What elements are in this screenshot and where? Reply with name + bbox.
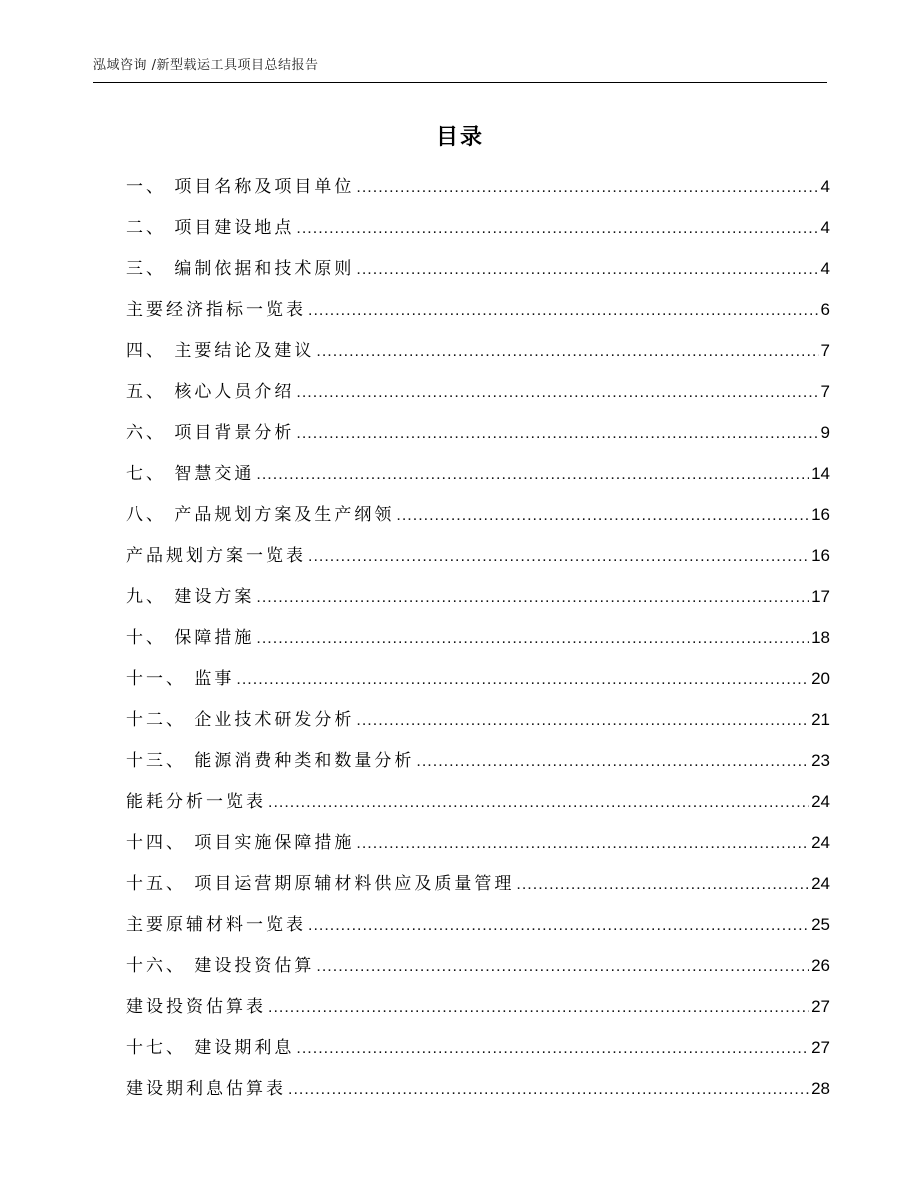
toc-entry-label: 九、 建设方案 [126,587,255,607]
toc-entry-label: 建设期利息估算表 [126,1079,286,1099]
toc-dot-leader [316,339,818,365]
toc-entry[interactable] [126,625,830,666]
toc-dot-leader [268,995,809,1021]
toc-dot-leader [356,257,818,283]
toc-entry-page-number: 17 [811,587,830,606]
toc-entry-page-number: 25 [811,915,830,934]
toc-dot-leader [296,380,818,406]
toc-entry-page-number: 9 [820,423,830,442]
toc-entry-page-number: 16 [811,505,830,524]
toc-dot-leader [356,831,809,857]
toc-entry[interactable] [126,584,830,625]
toc-entry[interactable] [126,748,830,789]
toc-entry[interactable] [126,953,830,994]
toc-entry[interactable] [126,543,830,584]
toc-entry-page-number: 18 [811,628,830,647]
toc-entry-label: 三、 编制依据和技术原则 [126,259,355,279]
toc-entry-label: 十一、 监事 [126,669,235,689]
toc-dot-leader [308,544,809,570]
toc-entry-label: 一、 项目名称及项目单位 [126,177,355,197]
toc-entry-label: 十四、 项目实施保障措施 [126,833,355,853]
toc-entry-label: 十七、 建设期利息 [126,1038,295,1058]
toc-dot-leader [516,872,809,898]
toc-entry-label: 十三、 能源消费种类和数量分析 [126,751,415,771]
toc-entry-label: 二、 项目建设地点 [126,218,295,238]
toc-dot-leader [316,954,809,980]
toc-dot-leader [296,216,818,242]
toc-entry-label: 主要经济指标一览表 [126,300,306,320]
toc-entry[interactable] [126,379,830,420]
toc-entry-page-number: 26 [811,956,830,975]
toc-entry-page-number: 27 [811,1038,830,1057]
toc-entry[interactable] [126,215,830,256]
toc-dot-leader [308,913,809,939]
toc-entry-page-number: 4 [820,177,830,196]
toc-entry-page-number: 28 [811,1079,830,1098]
toc-entry-label: 能耗分析一览表 [126,792,266,812]
toc-dot-leader [416,749,809,775]
toc-entry-label: 七、 智慧交通 [126,464,255,484]
toc-entry[interactable] [126,666,830,707]
toc-entry-label: 五、 核心人员介绍 [126,382,295,402]
toc-entry[interactable] [126,871,830,912]
toc-entry-page-number: 4 [820,259,830,278]
toc-entry[interactable] [126,830,830,871]
toc-dot-leader [256,585,809,611]
toc-dot-leader [236,667,809,693]
toc-entry-label: 六、 项目背景分析 [126,423,295,443]
toc-entry[interactable] [126,1076,830,1117]
toc-entry-label: 十五、 项目运营期原辅材料供应及质量管理 [126,874,515,894]
toc-entry-page-number: 24 [811,792,830,811]
toc-dot-leader [356,175,818,201]
toc-dot-leader [296,421,818,447]
toc-entry-page-number: 27 [811,997,830,1016]
toc-entry-page-number: 20 [811,669,830,688]
running-header: 泓域咨询 /新型载运工具项目总结报告 [93,58,319,73]
toc-entry[interactable] [126,461,830,502]
page-title: 目录 [435,125,484,150]
toc-entry[interactable] [126,789,830,830]
toc-dot-leader [296,1036,809,1062]
toc-dot-leader [268,790,809,816]
toc-entry-page-number: 16 [811,546,830,565]
table-of-contents [126,174,830,1117]
toc-dot-leader [356,708,809,734]
toc-entry[interactable] [126,707,830,748]
toc-entry[interactable] [126,502,830,543]
toc-entry[interactable] [126,256,830,297]
toc-entry-page-number: 6 [820,300,830,319]
toc-entry-label: 十六、 建设投资估算 [126,956,315,976]
toc-entry-label: 建设投资估算表 [126,997,266,1017]
toc-entry-label: 十二、 企业技术研发分析 [126,710,355,730]
toc-entry-page-number: 4 [820,218,830,237]
toc-dot-leader [308,298,819,324]
toc-entry-label: 四、 主要结论及建议 [126,341,315,361]
toc-entry[interactable] [126,174,830,215]
toc-entry-label: 十、 保障措施 [126,628,255,648]
toc-entry-page-number: 7 [820,341,830,360]
toc-entry-page-number: 24 [811,874,830,893]
toc-entry-page-number: 24 [811,833,830,852]
toc-entry-label: 主要原辅材料一览表 [126,915,306,935]
toc-entry[interactable] [126,912,830,953]
toc-dot-leader [256,462,809,488]
toc-entry[interactable] [126,420,830,461]
toc-entry[interactable] [126,994,830,1035]
toc-entry[interactable] [126,338,830,379]
toc-entry-label: 产品规划方案一览表 [126,546,306,566]
toc-entry-page-number: 7 [820,382,830,401]
toc-entry[interactable] [126,1035,830,1076]
toc-entry-page-number: 21 [811,710,830,729]
toc-entry-page-number: 14 [811,464,830,483]
toc-dot-leader [288,1077,809,1103]
header-divider [93,82,827,83]
toc-dot-leader [256,626,809,652]
toc-entry-page-number: 23 [811,751,830,770]
toc-dot-leader [396,503,809,529]
toc-entry[interactable] [126,297,830,338]
toc-entry-label: 八、 产品规划方案及生产纲领 [126,505,395,525]
